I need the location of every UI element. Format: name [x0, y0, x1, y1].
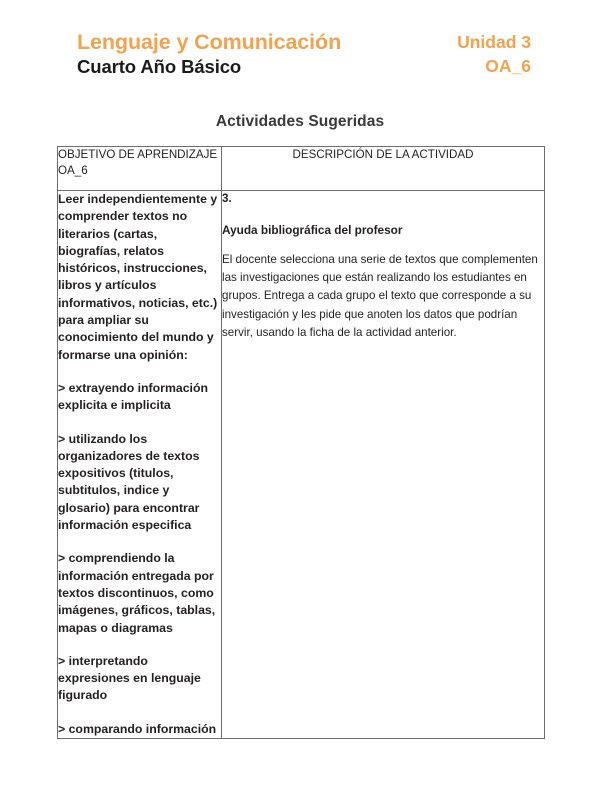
objective-bullet-5: > comparando información [58, 721, 217, 736]
header-left-group [77, 30, 341, 78]
objective-bullet-4: > interpretando expresiones en lenguaje figurado [58, 653, 201, 703]
objective-bullet-1: > extrayendo información explicita e implicita [58, 380, 208, 413]
header-right-group [457, 30, 531, 78]
activity-subtitle: Ayuda bibliográfica del profesor [222, 223, 403, 237]
objective-cell [58, 191, 222, 739]
table-header-row [58, 147, 545, 191]
table-row [58, 191, 545, 739]
section-title: Actividades Sugeridas [215, 113, 385, 130]
objective-bullet-2: > utilizando los organizadores de textos expositivos (titulos, subtitulos, indice y glosario) para encontrar información especifica [58, 431, 200, 533]
objective-intro-text: Leer independientemente y comprender textos no literarios (cartas, biografías, relatos históricos, instrucciones, libros y artículos informativos, noticias, etc.) para ampliar su conocimiento del mundo y formarse una opinión: [58, 192, 218, 362]
description-cell [222, 191, 545, 739]
activity-paragraph: El docente selecciona una serie de textos que complementen las investigaciones que están realizando los estudiantes en grupos. Entrega a cada grupo el texto que corresponde a su investigación y les pide que anoten los datos que podrían servir, usando la ficha de la actividad anterior. [222, 253, 538, 339]
grade-title: Cuarto Año Básico [77, 56, 242, 77]
column-header-description: DESCRIPCIÓN DE LA ACTIVIDAD [222, 147, 545, 191]
unit-label: Unidad 3 [457, 32, 531, 52]
objective-bullet-3: > comprendiendo la información entregada por textos discontinuos, como imágenes, gráficos, tablas, mapas o diagramas [58, 551, 216, 635]
column-header-objective: OBJETIVO DE APRENDIZAJE OA_6 [58, 147, 222, 191]
subject-title: Lenguaje y Comunicación [77, 30, 342, 54]
oa-code-label: OA_6 [485, 56, 531, 76]
document-header [0, 30, 600, 86]
activity-number: 3. [222, 192, 232, 205]
activities-table [57, 146, 545, 739]
